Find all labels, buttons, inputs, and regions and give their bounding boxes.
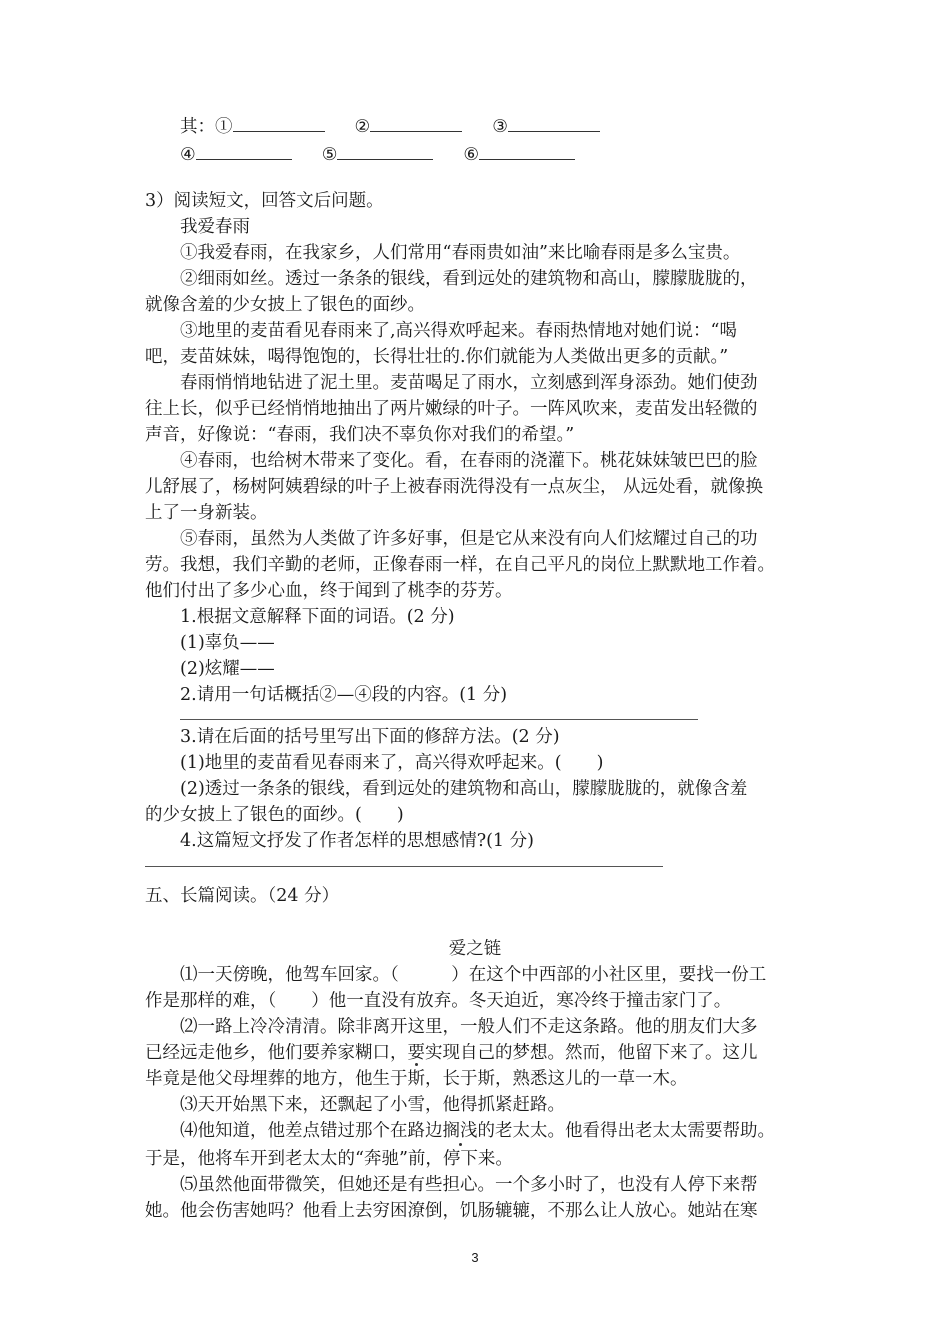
question-1: 1.根据文意解释下面的词语。(2 分) bbox=[180, 607, 455, 627]
emphasized-word: 斯 bbox=[407, 1069, 425, 1089]
answer-blank-4[interactable] bbox=[196, 141, 292, 160]
paragraph-line: 吧，麦苗妹妹，喝得饱饱的，长得壮壮的.你们就能为人类做出更多的贡献。” bbox=[145, 347, 729, 367]
answer-blank-5[interactable] bbox=[337, 141, 433, 160]
section5-title: 爱之链 bbox=[448, 939, 502, 959]
story-line: ⑸虽然他面带微笑，但她还是有些担心。一个多小时了，也没有人停下来帮 bbox=[180, 1175, 758, 1195]
question-1-item-1: (1)辜负—— bbox=[180, 633, 275, 653]
question-3: 3.请在后面的括号里写出下面的修辞方法。(2 分) bbox=[180, 727, 560, 747]
blank-label-4: ④ bbox=[180, 145, 196, 165]
question-3-item-2: (2)透过一条条的银线，看到远处的建筑物和高山，朦朦胧胧的，就像含羞 bbox=[180, 779, 748, 799]
story-line: ⑴一天傍晚，他驾车回家。（ ）在这个中西部的小社区里，要找一份工 bbox=[180, 965, 767, 985]
paragraph-line: 上了一身新装。 bbox=[145, 503, 268, 523]
answer-blank-2[interactable] bbox=[370, 113, 462, 132]
paragraph-line: 春雨悄悄地钻进了泥土里。麦苗喝足了雨水，立刻感到浑身添劲。她们使劲 bbox=[180, 373, 758, 393]
question-3-item-2-cont: 的少女披上了银色的面纱。( ) bbox=[145, 805, 404, 825]
blanks-row-1 bbox=[180, 113, 815, 140]
section5-heading: 五、长篇阅读。（24 分） bbox=[145, 886, 340, 906]
story-line bbox=[180, 1118, 815, 1144]
story-line: ⑶天开始黑下来，还飘起了小雪，他得抓紧赶路。 bbox=[180, 1095, 565, 1115]
answer-blank-3[interactable] bbox=[508, 113, 600, 132]
paragraph-line: 劳。我想，我们辛勤的老师，正像春雨一样，在自己平凡的岗位上默默地工作着。 bbox=[145, 555, 775, 575]
paragraph-line: ①我爱春雨，在我家乡，人们常用“春雨贵如油”来比喻春雨是多么宝贵。 bbox=[180, 243, 741, 263]
story-line bbox=[145, 1066, 815, 1092]
section3-title: 我爱春雨 bbox=[180, 217, 250, 237]
question-2: 2.请用一句话概括②—④段的内容。(1 分) bbox=[180, 685, 508, 705]
story-text: ，长于斯，熟悉这儿的一草一木。 bbox=[425, 1069, 688, 1089]
blank-label-3: ③ bbox=[492, 117, 508, 137]
story-line: ⑵一路上冷冷清清。除非离开这里，一般人们不走这条路。他的朋友们大多 bbox=[180, 1017, 758, 1037]
paragraph-line: 声音，好像说：“春雨，我们决不辜负你对我们的希望。” bbox=[145, 425, 575, 445]
answer-blank-1[interactable] bbox=[233, 113, 325, 132]
answer-blank-6[interactable] bbox=[479, 141, 575, 160]
story-text: ⑷他知道，他差点错过那个在路边 bbox=[180, 1121, 443, 1141]
blanks-prefix: 其： bbox=[180, 117, 215, 137]
paragraph-line: 他们付出了多少心血，终于闻到了桃李的芬芳。 bbox=[145, 581, 513, 601]
blank-label-1: ① bbox=[215, 117, 233, 137]
blanks-row-2 bbox=[180, 141, 815, 168]
paragraph-line: 儿舒展了，杨树阿姨碧绿的叶子上被春雨洗得没有一点灰尘， 从远处看，就像换 bbox=[145, 477, 764, 497]
paragraph-line: ②细雨如丝。透过一条条的银线，看到远处的建筑物和高山，朦朦胧胧的， bbox=[180, 269, 758, 289]
blank-label-2: ② bbox=[354, 117, 371, 137]
story-text: 毕竟是他父母埋葬的地方，他生于 bbox=[145, 1069, 408, 1089]
section3-heading: 3）阅读短文，回答文后问题。 bbox=[145, 191, 384, 211]
page-number: 3 bbox=[471, 1250, 479, 1265]
question-4: 4.这篇短文抒发了作者怎样的思想感情?(1 分) bbox=[180, 831, 534, 851]
paragraph-line: 就像含羞的少女披上了银色的面纱。 bbox=[145, 295, 425, 315]
blank-label-6: ⑥ bbox=[463, 145, 480, 165]
story-line: 于是，他将车开到老太太的“奔驰”前，停下来。 bbox=[145, 1149, 513, 1169]
story-line: 已经远走他乡，他们要养家糊口，要实现自己的梦想。然而，他留下来了。这儿 bbox=[145, 1043, 758, 1063]
paragraph-line: ③地里的麦苗看见春雨来了,高兴得欢呼起来。春雨热情地对她们说：“喝 bbox=[180, 321, 738, 341]
emphasized-word: 搁浅 bbox=[442, 1121, 478, 1141]
answer-line-q2[interactable] bbox=[180, 719, 698, 720]
question-1-item-2: (2)炫耀—— bbox=[180, 659, 275, 679]
story-line: 作是那样的难，（ ）他一直没有放弃。冬天迫近，寒冷终于撞击家门了。 bbox=[145, 991, 732, 1011]
question-3-item-1: (1)地里的麦苗看见春雨来了，高兴得欢呼起来。( ) bbox=[180, 753, 604, 773]
story-line: 她。他会伤害她吗？他看上去穷困潦倒，饥肠辘辘，不那么让人放心。她站在寒 bbox=[145, 1201, 758, 1221]
paragraph-line: 往上长，似乎已经悄悄地抽出了两片嫩绿的叶子。一阵风吹来，麦苗发出轻微的 bbox=[145, 399, 758, 419]
blank-label-5: ⑤ bbox=[321, 145, 338, 165]
paragraph-line: ⑤春雨，虽然为人类做了许多好事，但是它从来没有向人们炫耀过自己的功 bbox=[180, 529, 758, 549]
story-text: 的老太太。他看得出老太太需要帮助。 bbox=[477, 1121, 775, 1141]
answer-line-q4[interactable] bbox=[145, 866, 663, 867]
paragraph-line: ④春雨，也给树木带来了变化。看，在春雨的浇灌下。桃花妹妹皱巴巴的脸 bbox=[180, 451, 758, 471]
